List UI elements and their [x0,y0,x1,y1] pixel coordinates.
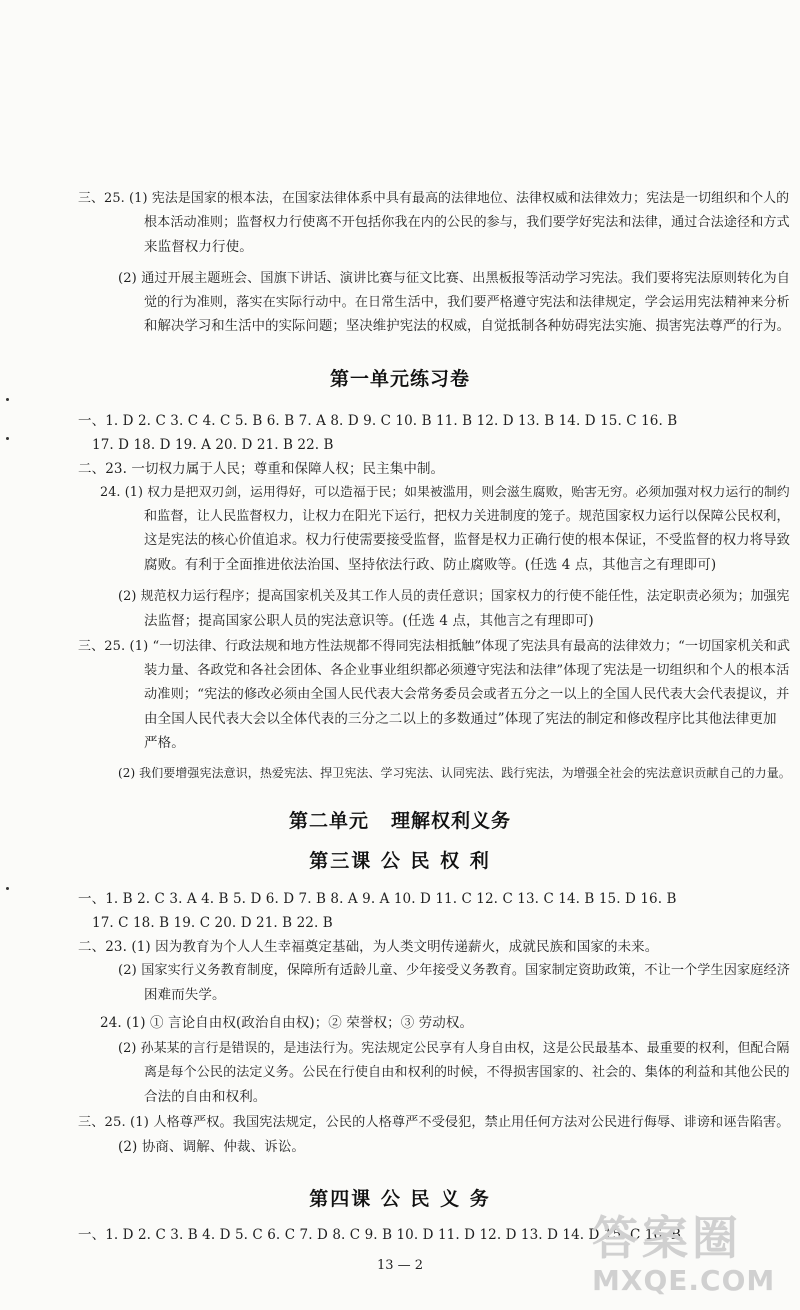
text-line: 三、25. (1) 人格尊严权。我国宪法规定，公民的人格尊严不受侵犯，禁止用任何方法对公民进行侮辱、诽谤和诬告陷害。 [78,1115,790,1130]
text-line: (2) 协商、调解、仲裁、诉讼。 [118,1139,306,1155]
watermark-bottom-text: MXQE.COM [592,1264,776,1297]
text-line: (2) 国家实行义务教育制度，保障所有适龄儿童、少年接受义务教育。国家制定资助政策，不让一个学生因家庭经济 [118,963,790,978]
text-line: 觉的行为准则，落实在实际行动中。在日常生活中，我们要严格遵守宪法和法律规定，学会运用宪法精神来分析 [144,295,790,310]
answer-line: 一、1. D 2. C 3. B 4. D 5. C 6. C 7. D 8. C 9. B 10. D 11. D 12. D 13. D 14. D 15. C 16. B [78,1227,682,1243]
text-line: 由全国人民代表大会以全体代表的三分之二以上的多数通过”体现了宪法的制定和修改程序比其他法律更加 [144,711,777,727]
lesson-title: 第四课 公 民 义 务 [309,1188,491,1210]
text-line: 这是宪法的核心价值追求。权力行使需要接受监督，监督是权力正确行使的根本保证，不受监督的权力将导致 [144,533,791,548]
text-line: 装力量、各政党和各社会团体、各企业事业组织都必须遵守宪法和法律”体现了宪法是一切组织和个人的根本活 [144,663,790,678]
unit-title [0,806,800,833]
answer-line: 17. D 18. D 19. A 20. D 21. B 22. B [92,437,334,453]
answer-line: 一、1. B 2. C 3. A 4. B 5. D 6. D 7. B 8. A 9. A 10. D 11. C 12. C 13. C 14. B 15. D 16. B [78,891,677,907]
unit-number: 第二单元 [288,810,369,832]
text-line: 合法的自由和权利。 [144,1089,267,1105]
lesson-title: 第三课 公 民 权 利 [309,850,491,872]
text-line: 法监督；提高国家公职人员的宪法意识等。(任选 4 点，其他言之有理即可) [144,613,594,629]
margin-dot [6,437,9,440]
text-line: 三、25. (1) 宪法是国家的根本法，在国家法律体系中具有最高的法律地位、法律权威和法律效力；宪法是一切组织和个人的 [78,191,790,206]
text-line: 和解决学习和生活中的实际问题；坚决维护宪法的权威，自觉抵制各种妨碍宪法实施、损害宪法尊严的行为。 [144,319,791,334]
unit-name: 理解权利义务 [391,810,512,832]
text-line: 来监督权力行使。 [144,239,253,255]
answer-line: 一、1. D 2. C 3. C 4. C 5. B 6. B 7. A 8. D 9. C 10. B 11. B 12. D 13. B 14. D 15. C 16. B [78,413,678,429]
text-line: (2) 规范权力运行程序；提高国家机关及其工作人员的责任意识；国家权力的行使不能任性，法定职责必须为；加强宪 [118,589,790,604]
watermark-top-text: 答案圈 [592,1211,742,1265]
text-line: 和监督，让人民监督权力，让权力在阳光下运行，把权力关进制度的笼子。规范国家权力运行以保障公民权利， [144,509,790,524]
text-line: 二、23. 一切权力属于人民；尊重和保障人权；民主集中制。 [78,461,445,477]
text-line: 离是每个公民的法定义务。公民在行使自由和权利的时候，不得损害国家的、社会的、集体的利益和其他公民的 [144,1065,790,1080]
margin-dot [6,398,9,401]
answer-line: 17. C 18. B 19. C 20. D 21. B 22. B [92,915,333,931]
text-line: 三、25. (1) “一切法律、行政法规和地方性法规都不得同宪法相抵触”体现了宪法具有最高的法律效力；“一切国家机关和武 [78,639,790,654]
text-line: 二、23. (1) 因为教育为个人人生幸福奠定基础，为人类文明传递薪火，成就民族和国家的未来。 [78,939,659,955]
text-line: 动准则；“宪法的修改必须由全国人民代表大会常务委员会或者五分之一以上的全国人民代表大会代表提议，并 [144,687,790,702]
text-line: 腐败。有利于全面推进依法治国、坚持依法行政、防止腐败等。(任选 4 点，其他言之有理即可) [144,557,717,573]
section-title: 第一单元练习卷 [329,368,470,390]
text-line: 严格。 [144,735,185,751]
text-line: (2) 孙某某的言行是错误的，是违法行为。宪法规定公民享有人身自由权，这是公民最基本、最重要的权利，但配合隔 [118,1041,790,1056]
text-line: (2) 我们要增强宪法意识，热爱宪法、捍卫宪法、学习宪法、认同宪法、践行宪法，为增强全社会的宪法意识贡献自己的力量。 [118,766,791,780]
text-line: 24. (1) 权力是把双刃剑，运用得好，可以造福于民；如果被滥用，则会滋生腐败，贻害无穷。必须加强对权力运行的制约 [100,485,790,500]
text-line: 根本活动准则；监督权力行使离不开包括你我在内的公民的参与，我们要学好宪法和法律，通过合法途径和方式 [144,215,790,230]
text-line: 24. (1) ① 言论自由权(政治自由权)；② 荣誉权；③ 劳动权。 [100,1015,474,1031]
text-line: (2) 通过开展主题班会、国旗下讲话、演讲比赛与征文比赛、出黑板报等活动学习宪法。我们要将宪法原则转化为自 [118,271,790,286]
text-line: 困难而失学。 [144,987,226,1003]
page-number: 13 — 2 [376,1258,424,1273]
margin-dot [6,887,9,890]
watermark-logo [592,1202,792,1302]
